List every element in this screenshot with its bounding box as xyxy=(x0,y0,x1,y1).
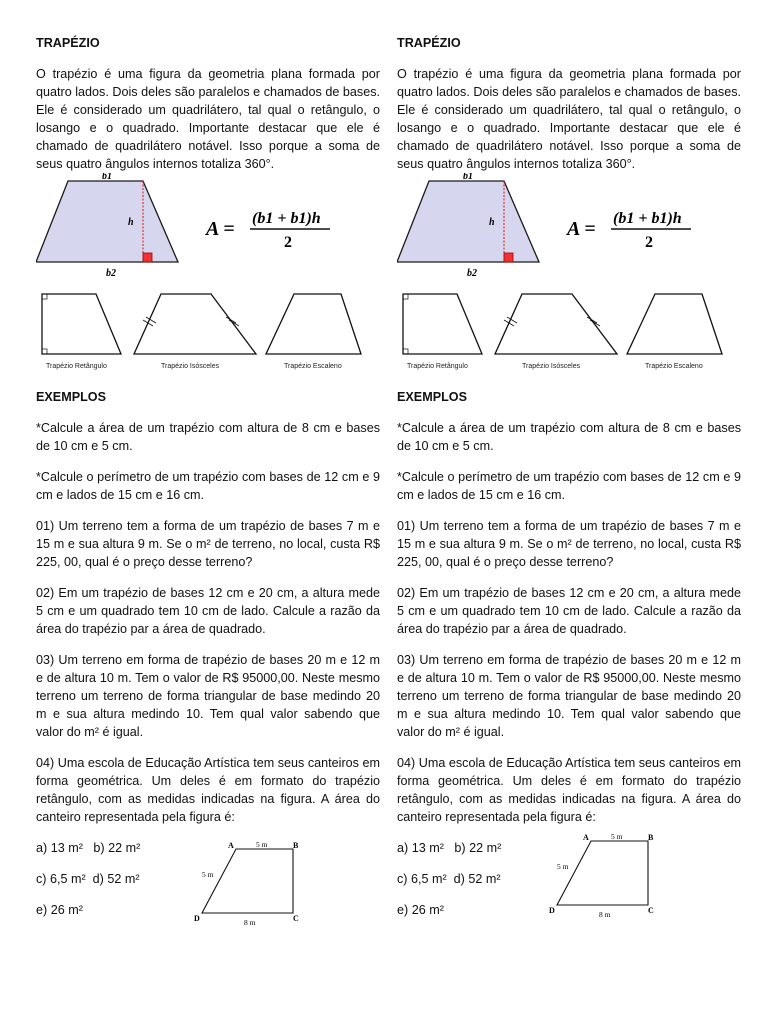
isosceles-trapezoid-label: Trapézio Isósceles xyxy=(161,363,220,370)
answer-a-b: a) 13 m² b) 22 m² xyxy=(397,841,502,855)
scalene-trapezoid-shape xyxy=(266,294,361,354)
section-title: TRAPÉZIO xyxy=(397,36,461,50)
answer-a-b: a) 13 m² b) 22 m² xyxy=(36,841,141,855)
answer-e: e) 26 m² xyxy=(397,903,444,917)
answer-c-d: c) 6,5 m² d) 52 m² xyxy=(36,872,140,886)
example-area: *Calcule a área de um trapézio com altura de 8 cm e bases de 10 cm e 5 cm. xyxy=(36,421,380,453)
q4-trapezoid-shape xyxy=(557,841,648,905)
question-03: 03) Um terreno em forma de trapézio de bases 20 m e 12 m e de altura 10 m. Tem o valor de R$ 95000,00. Neste mesmo terreno um terreno de forma triangular de base medindo 20 m e sua altura medindo 10. Tem qual valor sabendo que valor do m² é igual. xyxy=(397,653,741,739)
answer-row xyxy=(36,870,140,888)
q4-trapezoid-diagram xyxy=(192,839,322,931)
right-trapezoid-label: Trapézio Retângulo xyxy=(407,363,468,370)
right-angle-marker xyxy=(504,253,513,262)
worksheet-column xyxy=(397,34,741,935)
h-label: h xyxy=(489,217,495,228)
example-perimeter: *Calcule o perímetro de um trapézio com bases de 12 cm e 9 cm e lados de 15 cm e 16 cm. xyxy=(397,470,741,502)
question-04: 04) Uma escola de Educação Artística tem seus canteiros em forma geométrica. Um deles é em formato do trapézio retângulo, com as medidas indicadas na figura. A área do canteiro representada pela figura é: xyxy=(36,756,380,824)
trapezoid-types-diagram xyxy=(397,290,741,372)
h-label: h xyxy=(128,217,134,228)
q4-trapezoid-diagram xyxy=(547,831,677,923)
top-side-label: 5 m xyxy=(256,840,268,849)
right-angle-marker xyxy=(42,349,47,354)
formula-numerator: (b1 + b1)h xyxy=(613,210,682,227)
answer-choices xyxy=(36,839,380,935)
example-area: *Calcule a área de um trapézio com altura de 8 cm e bases de 10 cm e 5 cm. xyxy=(397,421,741,453)
question-02: 02) Em um trapézio de bases 12 cm e 20 cm, a altura mede 5 cm e um quadrado tem 10 cm de lado. Calcule a razão da área do trapézio par a área de quadrado. xyxy=(397,586,741,636)
formula-denominator: 2 xyxy=(284,234,292,251)
scalene-trapezoid-label: Trapézio Escaleno xyxy=(645,363,703,370)
vertex-b-label: B xyxy=(648,833,654,842)
tick-mark xyxy=(504,320,514,326)
trapezoid-diagram xyxy=(36,173,380,285)
vertex-d-label: D xyxy=(549,906,555,915)
b1-label: b1 xyxy=(102,173,112,182)
b2-label: b2 xyxy=(106,268,116,279)
slanted-side-label: 5 m xyxy=(202,870,214,879)
tick-mark xyxy=(143,320,153,326)
vertex-a-label: A xyxy=(583,833,589,842)
right-trapezoid-shape xyxy=(403,294,482,354)
right-trapezoid-shape xyxy=(42,294,121,354)
b1-label: b1 xyxy=(463,173,473,182)
worksheet-column xyxy=(36,34,380,935)
answer-row xyxy=(36,839,140,857)
tick-mark xyxy=(146,317,156,323)
trapezoid-shape xyxy=(397,181,539,262)
question-02: 02) Em um trapézio de bases 12 cm e 20 cm, a altura mede 5 cm e um quadrado tem 10 cm de lado. Calcule a razão da área do trapézio par a área de quadrado. xyxy=(36,586,380,636)
answer-row xyxy=(397,901,444,919)
answer-row xyxy=(397,870,501,888)
examples-title: EXEMPLOS xyxy=(36,390,106,404)
right-angle-marker xyxy=(42,294,47,299)
trapezoid-diagram xyxy=(397,173,741,285)
section-title: TRAPÉZIO xyxy=(36,36,100,50)
question-01: 01) Um terreno tem a forma de um trapézio de bases 7 m e 15 m e sua altura 9 m. Se o m² de terreno, no local, custa R$ 225, 00, qual é o preço desse terreno? xyxy=(36,519,380,569)
tick-mark xyxy=(226,317,236,323)
formula-denominator: 2 xyxy=(645,234,653,251)
question-04: 04) Uma escola de Educação Artística tem seus canteiros em forma geométrica. Um deles é em formato do trapézio retângulo, com as medidas indicadas na figura. A área do canteiro representada pela figura é: xyxy=(397,756,741,824)
slanted-side-label: 5 m xyxy=(557,862,569,871)
trapezoid-area-figure xyxy=(36,173,380,285)
vertex-c-label: C xyxy=(648,906,654,915)
scalene-trapezoid-shape xyxy=(627,294,722,354)
formula-lhs: A = xyxy=(206,218,235,240)
isosceles-trapezoid-shape xyxy=(134,294,256,354)
tick-mark xyxy=(507,317,517,323)
trapezoid-types-diagram xyxy=(36,290,380,372)
trapezoid-area-figure xyxy=(397,173,741,285)
trapezoid-types-figure xyxy=(397,290,741,372)
vertex-d-label: D xyxy=(194,914,200,923)
right-angle-marker xyxy=(143,253,152,262)
answer-row xyxy=(36,901,83,919)
question-03: 03) Um terreno em forma de trapézio de bases 20 m e 12 m e de altura 10 m. Tem o valor de R$ 95000,00. Neste mesmo terreno um terreno de forma triangular de base medindo 20 m e sua altura medindo 10. Tem qual valor sabendo que valor do m² é igual. xyxy=(36,653,380,739)
trapezoid-shape xyxy=(36,181,178,262)
q4-trapezoid-shape xyxy=(202,849,293,913)
vertex-b-label: B xyxy=(293,841,299,850)
bottom-side-label: 8 m xyxy=(599,910,611,919)
answer-c-d: c) 6,5 m² d) 52 m² xyxy=(397,872,501,886)
intro-paragraph: O trapézio é uma figura da geometria plana formada por quatro lados. Dois deles são paralelos e chamados de bases. Ele é considerado um quadrilátero, tal qual o retângulo, o losango e o quadrado. Importante destacar que ele é chamado de quadrilátero notável. Isso porque a soma de seus quatro ângulos internos totaliza 360°. xyxy=(397,67,741,171)
right-trapezoid-label: Trapézio Retângulo xyxy=(46,363,107,370)
bottom-side-label: 8 m xyxy=(244,918,256,927)
right-angle-marker xyxy=(403,294,408,299)
right-angle-marker xyxy=(403,349,408,354)
answer-row xyxy=(397,839,501,857)
trapezoid-types-figure xyxy=(36,290,380,372)
answer-e: e) 26 m² xyxy=(36,903,83,917)
question-01: 01) Um terreno tem a forma de um trapézio de bases 7 m e 15 m e sua altura 9 m. Se o m² de terreno, no local, custa R$ 225, 00, qual é o preço desse terreno? xyxy=(397,519,741,569)
isosceles-trapezoid-label: Trapézio Isósceles xyxy=(522,363,581,370)
example-perimeter: *Calcule o perímetro de um trapézio com bases de 12 cm e 9 cm e lados de 15 cm e 16 cm. xyxy=(36,470,380,502)
vertex-a-label: A xyxy=(228,841,234,850)
vertex-c-label: C xyxy=(293,914,299,923)
answer-choices xyxy=(397,832,741,935)
isosceles-trapezoid-shape xyxy=(495,294,617,354)
examples-title: EXEMPLOS xyxy=(397,390,467,404)
tick-mark xyxy=(587,317,597,323)
b2-label: b2 xyxy=(467,268,477,279)
formula-numerator: (b1 + b1)h xyxy=(252,210,321,227)
formula-lhs: A = xyxy=(567,218,596,240)
scalene-trapezoid-label: Trapézio Escaleno xyxy=(284,363,342,370)
intro-paragraph: O trapézio é uma figura da geometria plana formada por quatro lados. Dois deles são paralelos e chamados de bases. Ele é considerado um quadrilátero, tal qual o retângulo, o losango e o quadrado. Importante destacar que ele é chamado de quadrilátero notável. Isso porque a soma de seus quatro ângulos internos totaliza 360°. xyxy=(36,67,380,171)
top-side-label: 5 m xyxy=(611,832,623,841)
